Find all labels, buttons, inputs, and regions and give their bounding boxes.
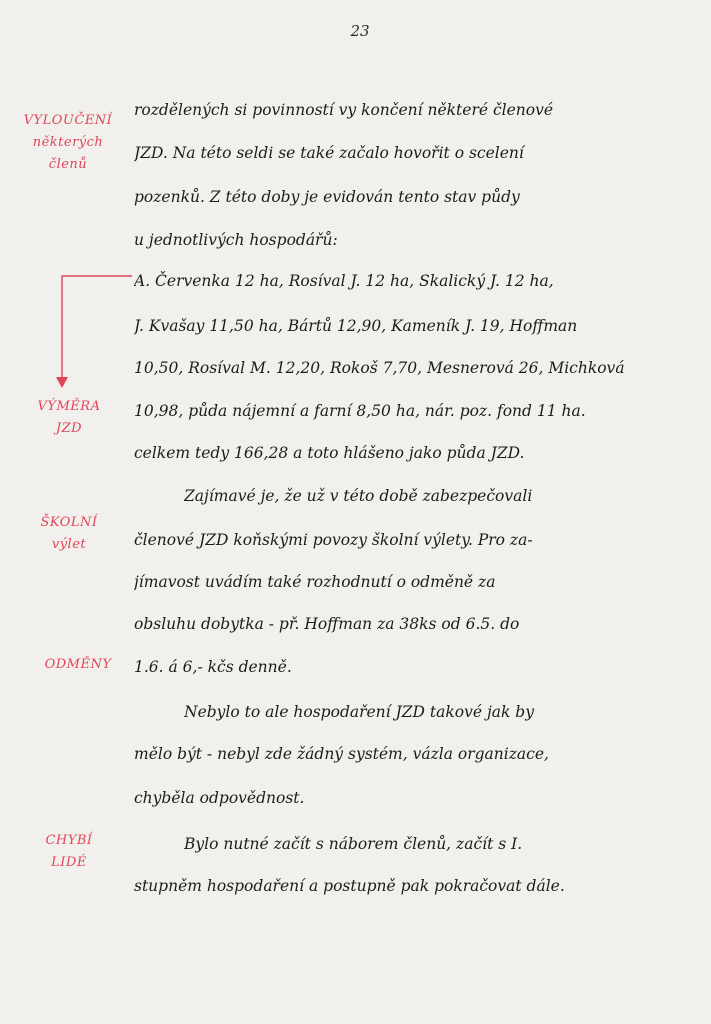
text-line: u jednotlivých hospodářů: xyxy=(134,231,338,249)
text-line: obsluhu dobytka - př. Hoffman za 38ks od 6.5. do xyxy=(134,615,520,633)
margin-note-line: LIDÉ xyxy=(51,855,87,870)
text-line: členové JZD koňskými povozy školní výlety. Pro za- xyxy=(134,531,533,549)
text-line: Nebylo to ale hospodaření JZD takové jak by xyxy=(184,703,534,721)
margin-note-line: ODMĚNY xyxy=(44,657,112,672)
text-line: 10,50, Rosíval M. 12,20, Rokoš 7,70, Mesnerová 26, Michková xyxy=(134,359,625,377)
text-line: celkem tedy 166,28 a toto hlášeno jako půda JZD. xyxy=(134,444,525,462)
text-line: pozenků. Z této doby je evidován tento stav půdy xyxy=(134,188,520,206)
margin-note-line: výlet xyxy=(51,537,87,552)
margin-note-line: VYLOUČENÍ xyxy=(23,113,113,128)
text-line: stupněm hospodaření a postupně pak pokračovat dále. xyxy=(134,877,565,895)
margin-note-line: některých xyxy=(32,135,104,150)
margin-note-line: VÝMĚRA xyxy=(37,399,101,414)
text-line: rozdělených si povinností vy končení některé členové xyxy=(134,101,554,119)
text-line: A. Červenka 12 ha, Rosíval J. 12 ha, Skalický J. 12 ha, xyxy=(134,272,554,290)
text-line: jímavost uvádím také rozhodnutí o odměně za xyxy=(134,573,496,591)
text-line: mělo být - nebyl zde žádný systém, vázla organizace, xyxy=(134,745,549,763)
margin-note-line: členů xyxy=(48,157,88,172)
margin-note-line: ŠKOLNÍ xyxy=(40,515,98,530)
text-line: JZD. Na této seldi se také začalo hovořit o scelení xyxy=(134,144,524,162)
text-line: 1.6. á 6,- kčs denně. xyxy=(134,658,292,676)
page-number: 23 xyxy=(350,22,370,40)
text-line: Zajímavé je, že už v této době zabezpečovali xyxy=(184,487,533,505)
text-line: 10,98, půda nájemní a farní 8,50 ha, nár. poz. fond 11 ha. xyxy=(134,402,586,420)
margin-note-line: JZD xyxy=(55,421,83,436)
text-line: J. Kvašay 11,50 ha, Bártů 12,90, Kameník J. 19, Hoffman xyxy=(134,317,578,335)
margin-note-line: CHYBÍ xyxy=(45,833,93,848)
text-line: chyběla odpovědnost. xyxy=(134,789,305,807)
text-line: Bylo nutné začít s náborem členů, začít s I. xyxy=(184,835,523,853)
